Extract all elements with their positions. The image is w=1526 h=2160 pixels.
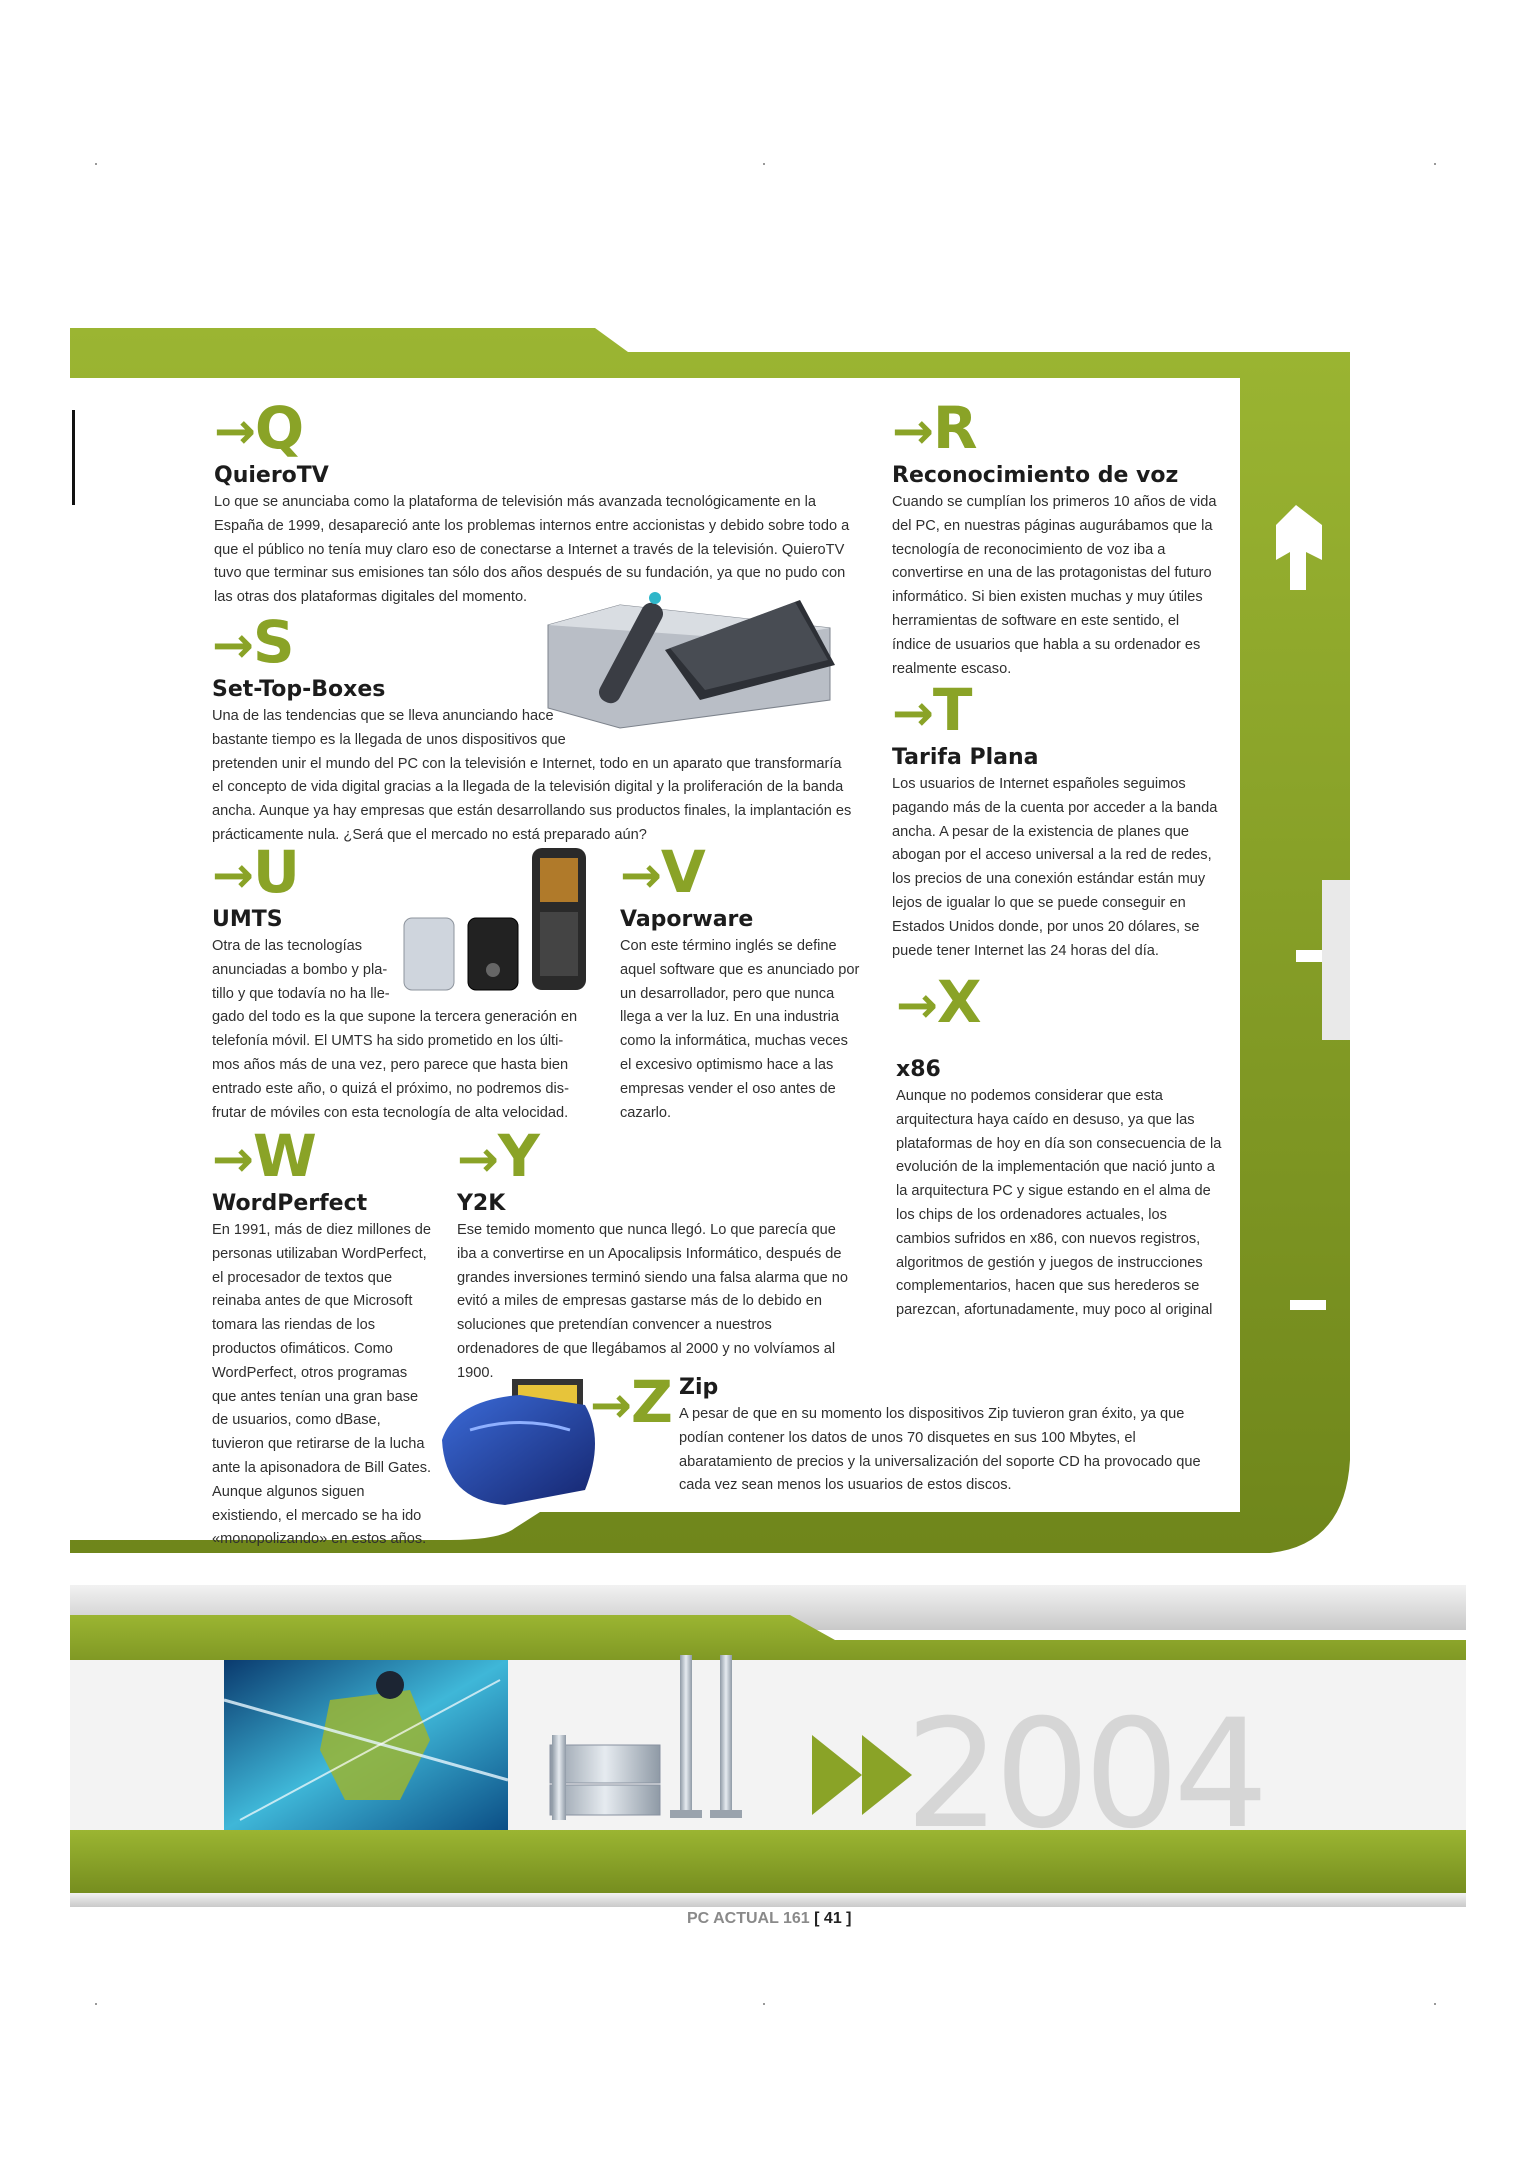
entry-z-letter: →Z — [590, 1368, 672, 1436]
entry-letter: →Y — [457, 1122, 539, 1190]
entry-title: Vaporware — [620, 907, 754, 932]
entry-body: En 1991, más de diez millones de personas utilizaban WordPerfect, el procesador de textos que reinaba antes de que Microsoft tomara las riendas de los productos ofimáticos. Como WordPerfect, otros programas que antes tenían una gran base de usuarios, como dBase, tuvieron que retirarse de la lucha ante la apisonadora de Bill Gates. Aunque algunos siguen existiendo, el mercado se ha ido «monopolizando» en estos años. — [212, 1222, 432, 1548]
entry-t — [892, 676, 1222, 963]
entry-title: QuieroTV — [214, 463, 329, 488]
entry-letter: →S — [212, 608, 294, 676]
entry-title: UMTS — [212, 907, 283, 932]
entry-title: Reconocimiento de voz — [892, 463, 1179, 488]
entry-letter: →V — [620, 838, 705, 906]
banner-photo-shield — [224, 1660, 508, 1830]
entry-title: x86 — [896, 1057, 941, 1082]
entry-title: Set-Top-Boxes — [212, 677, 386, 702]
entry-v — [620, 838, 860, 1125]
entry-letter: →T — [892, 676, 972, 744]
entry-body: Cuando se cumplían los primeros 10 años de vida del PC, en nuestras páginas augurábamos que la tecnología de reconocimiento de voz iba a convertirse en una de las protagonistas del futuro informático. Si bien existen muchas y muy útiles herramientas de software en este sentido, el índice de usuarios que habla a su ordenador es realmente escaso. — [892, 494, 1217, 677]
entry-x — [896, 968, 1222, 1323]
entry-title: Tarifa Plana — [892, 745, 1039, 770]
entry-letter: →Q — [214, 394, 304, 462]
page-footer — [687, 1910, 852, 1928]
magazine-name: PC ACTUAL 161 — [687, 1910, 810, 1927]
entry-body: Aunque no podemos considerar que esta arquitectura haya caído en desuso, ya que las plataformas de hoy en día son consecuencia de la evolución de la implementación que nació junto a la arquitectura PC y sigue estando en el alma de los chips de los ordenadores actuales, los cambios sufridos en x86, con nuevos registros, algoritmos de gestión y juegos de instrucciones complementarios, hacen que sus herederos se parezcan, afortunadamente, muy poco al original — [896, 1088, 1222, 1319]
entry-letter: →U — [212, 838, 300, 906]
entry-body: Con este término inglés se define aquel software que es anunciado por un desarrollador, pero que nunca llega a ver la luz. En una industria como la informática, muchas veces el excesivo optimismo hace a las empresas vender el oso antes de cazarlo. — [620, 938, 860, 1121]
entry-title: WordPerfect — [212, 1191, 368, 1216]
entry-letter: →X — [896, 968, 981, 1036]
entry-body: Una de las tendencias que se lleva anunciando hace bastante tiempo es la llegada de unos dispositivos que pretenden unir el mundo del PC con la televisión e Internet, todo en un aparato que transformaría el concepto de vida digital gracias a la llegada de la televisión digital y la proliferación de la banda ancha. Aunque ya hay empresas que están desarrollando sus productos finales, la implantación es prácticamente nula. ¿Será que el mercado no está preparado aún? — [212, 708, 852, 843]
entry-body: Otra de las tecnologías anunciadas a bombo y pla- tillo y que todavía no ha lle- gado del todo es la que supone la tercera generación en telefonía móvil. El UMTS ha sido prometido en los últi- mos años más de una vez, pero parece que hasta bien entrado este año, o quizá el próximo, no podremos dis- frutar de móviles con esta tecnología de alta velocidad. — [212, 938, 578, 1121]
entry-title: Y2K — [457, 1191, 506, 1216]
entry-title: Zip — [679, 1375, 719, 1400]
entry-u — [212, 838, 602, 1125]
entry-w — [212, 1122, 434, 1552]
entry-body: Los usuarios de Internet españoles seguimos pagando más de la cuenta por acceder a la banda ancha. A pesar de la existencia de planes que abogan por el acceso universal a la red de redes, los precios de una conexión estándar están muy lejos de igualar lo que se puede conseguir en Estados Unidos donde, por unos 20 dólares, se puede tener Internet las 24 horas del día. — [892, 776, 1218, 959]
entry-letter: →R — [892, 394, 977, 462]
page-number: [ 41 ] — [814, 1910, 852, 1927]
entry-s — [212, 608, 872, 848]
entry-y — [457, 1122, 857, 1386]
entry-body: A pesar de que en su momento los dispositivos Zip tuvieron gran éxito, ya que podían contener los datos de unos 70 disquetes en sus 100 Mbytes, el abaratamiento de precios y la universalización del soporte CD ha provocado que cada vez sean menos los usuarios de estos discos. — [679, 1406, 1201, 1494]
entry-body: Lo que se anunciaba como la plataforma de televisión más avanzada tecnológicamente en la España de 1999, desapareció ante los problemas internos entre accionistas y debido sobre todo a que el público no tenía muy claro eso de conectarse a Internet a través de la televisión. QuieroTV tuvo que terminar sus emisiones tan sólo dos años después de su fundación, ya que no pudo con las otras dos plataformas digitales del momento. — [214, 494, 850, 606]
entry-q — [214, 394, 854, 610]
banner-year: 2004 — [905, 1688, 1263, 1862]
entry-r — [892, 394, 1222, 681]
entry-z — [679, 1372, 1209, 1498]
entry-letter: →W — [212, 1122, 316, 1190]
entry-body: Ese temido momento que nunca llegó. Lo que parecía que iba a convertirse en un Apocalipsis Informático, después de grandes inversiones terminó siendo una falsa alarma que no evitó a miles de empresas gastarse más de lo debido en soluciones que pretendían convencer a nuestros ordenadores de que llegábamos al 2000 y no volvíamos al 1900. — [457, 1222, 849, 1381]
